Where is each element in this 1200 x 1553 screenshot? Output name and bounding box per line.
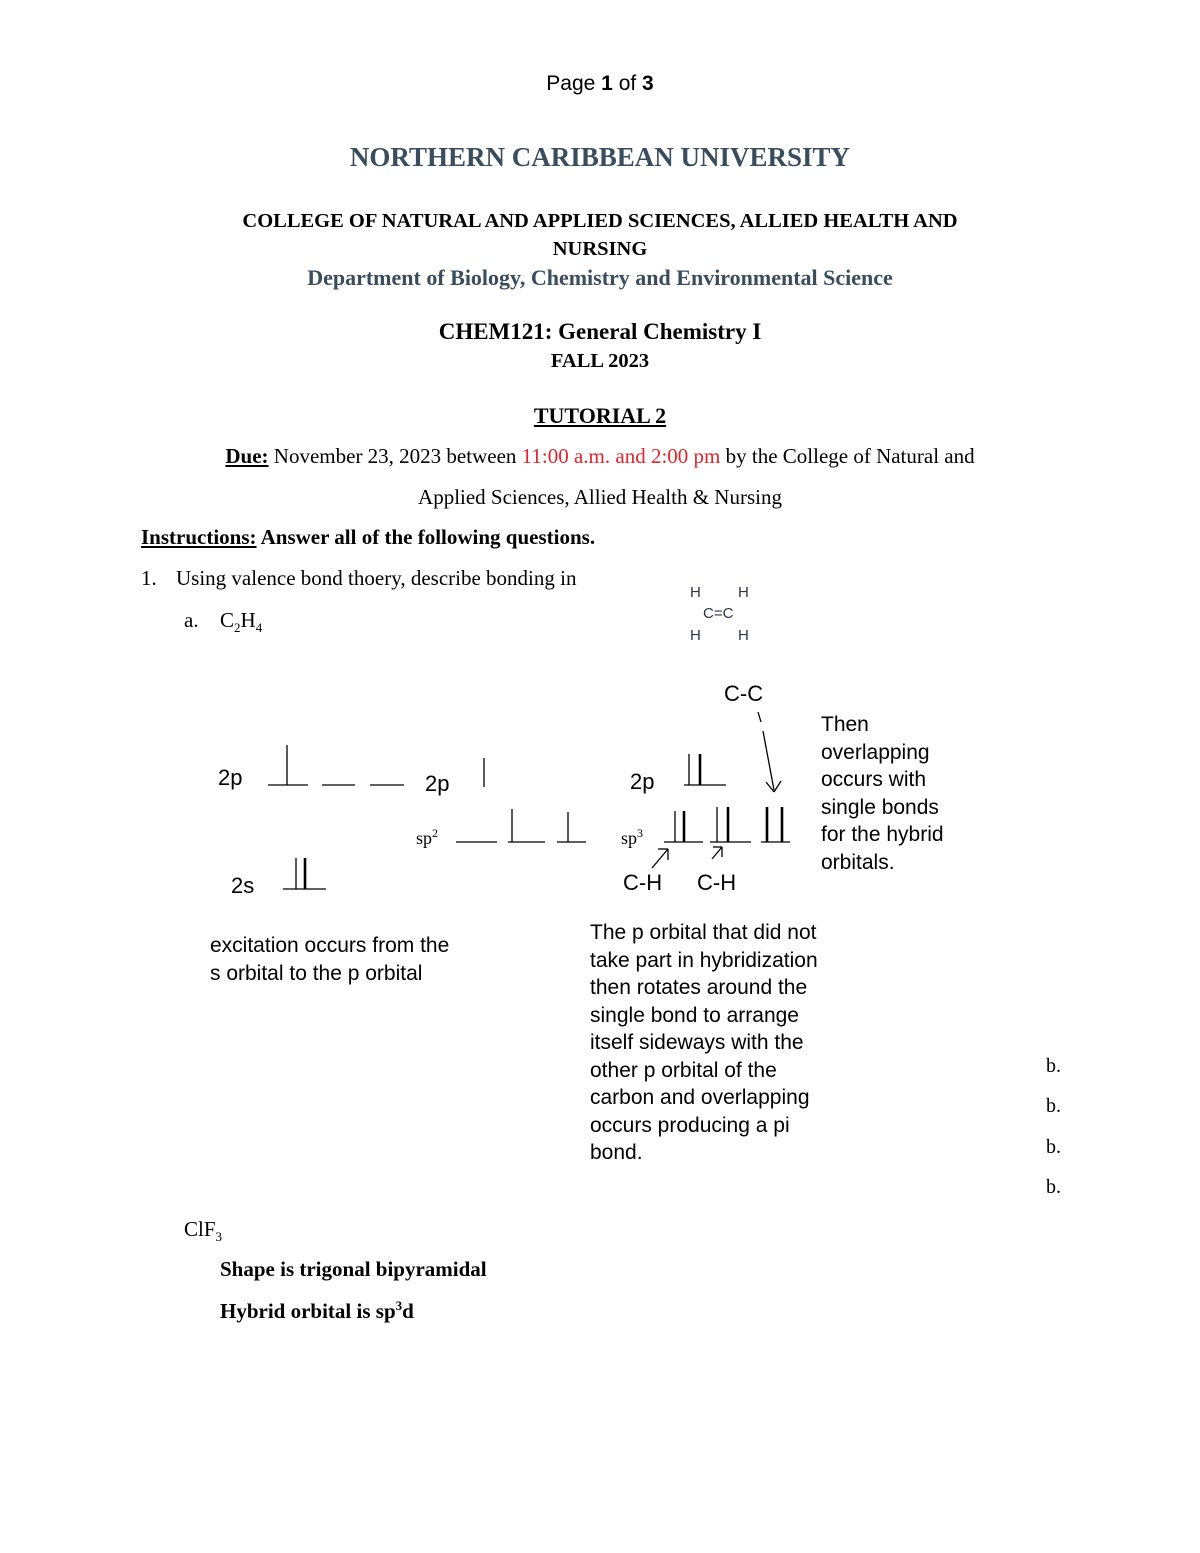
part-a-label: a. xyxy=(184,608,199,632)
label-2p-hybrid: 2p xyxy=(630,769,655,794)
part-a-formula: $C_2H_4$ xyxy=(220,608,263,636)
pi-bond-note: The p orbital that did not take part in hybridization then rotates around the single bond to arrange itself sideways with the other p orbital of the carbon and overlapping occurs producing a pi bond. xyxy=(590,921,818,1164)
label-ch-2: C-H xyxy=(697,870,737,895)
label-sp3: $sp^3$ xyxy=(621,826,644,848)
label-ch-1: C-H xyxy=(623,870,663,895)
due-time-range: 11:00 a.m. and 2:00 pm xyxy=(521,444,721,468)
excitation-note: excitation occurs from the s orbital to the p orbital xyxy=(210,934,450,985)
due-label: Due: xyxy=(225,444,269,468)
overlap-note: Then overlapping occurs with single bonds for the hybrid orbitals. xyxy=(821,713,944,874)
label-2p-ground: 2p xyxy=(218,765,243,790)
department-title: Department of Biology, Chemistry and Environmental Science xyxy=(307,265,893,290)
page-number: Page 1 of 3 xyxy=(546,72,654,95)
instructions: Instructions: Answer all of the following questions. xyxy=(141,525,596,549)
due-line-2: Applied Sciences, Allied Health & Nursing xyxy=(418,485,782,509)
label-2s: 2s xyxy=(231,873,255,898)
label-cc: C-C xyxy=(724,681,764,706)
tutorial-title: TUTORIAL 2 xyxy=(533,403,667,428)
label-2p-excited: 2p xyxy=(425,771,450,796)
college-line-1: COLLEGE OF NATURAL AND APPLIED SCIENCES, ALLIED HEALTH AND xyxy=(242,210,958,232)
term-title: FALL 2023 xyxy=(550,350,650,372)
question-1-text: Using valence bond thoery, describe bonding in xyxy=(176,566,577,590)
question-1-number: 1. xyxy=(141,566,157,590)
clf3-hybrid: Hybrid orbital is $sp^3d$ xyxy=(220,1298,414,1323)
label-sp2: $sp^2$ xyxy=(416,826,439,848)
side-marker: b. xyxy=(1046,1095,1061,1117)
side-marker: b. xyxy=(1046,1136,1061,1158)
college-line-2: NURSING xyxy=(552,238,648,260)
due-line: Due: November 23, 2023 between 11:00 a.m. and 2:00 pm by the College of Natural and xyxy=(225,444,975,468)
side-marker: b. xyxy=(1046,1055,1061,1077)
side-marker: b. xyxy=(1046,1176,1061,1198)
clf3-formula: ClF$_3$ xyxy=(184,1217,223,1245)
clf3-shape: Shape is trigonal bipyramidal xyxy=(220,1257,487,1281)
course-title: CHEM121: General Chemistry I xyxy=(438,319,762,344)
university-title: NORTHERN CARIBBEAN UNIVERSITY xyxy=(349,142,851,172)
